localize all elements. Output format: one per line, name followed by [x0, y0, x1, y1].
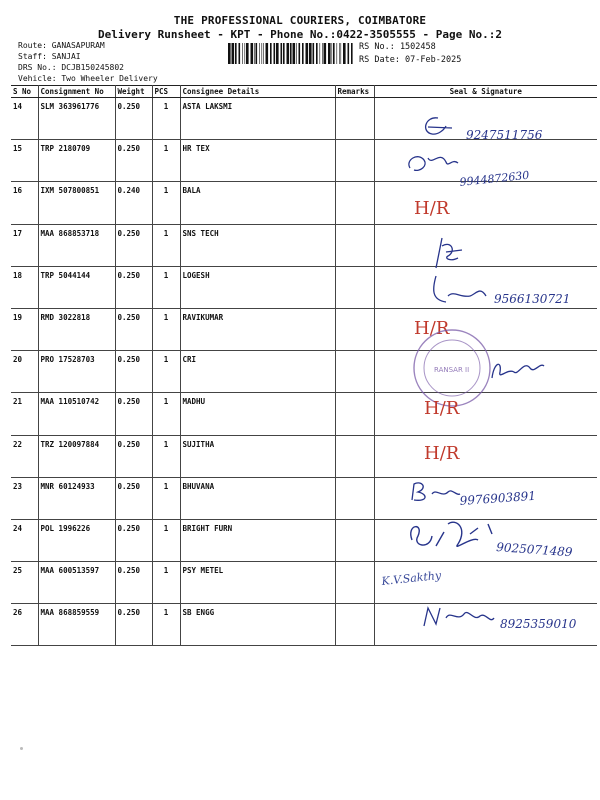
row-sno: 18 — [11, 266, 38, 308]
row-sno: 16 — [11, 182, 38, 224]
row-remarks — [335, 393, 374, 435]
row-consignment: MAA 600513597 — [38, 562, 115, 604]
row-consignment: MAA 868853718 — [38, 224, 115, 266]
row-signature — [374, 393, 597, 435]
phone-row-23: 9976903891 — [459, 488, 537, 508]
row-remarks — [335, 140, 374, 182]
table-row — [11, 308, 597, 350]
row-remarks — [335, 308, 374, 350]
col-remarks-header: Remarks — [335, 86, 374, 98]
table-row — [11, 98, 597, 140]
hr-row-21: H/R — [424, 398, 460, 419]
hr-row-22: H/R — [424, 443, 460, 464]
row-remarks — [335, 477, 374, 519]
row-remarks — [335, 562, 374, 604]
drs-number: DRS No.: DCJB150245802 — [18, 63, 124, 72]
row-pcs: 1 — [152, 562, 180, 604]
row-remarks — [335, 604, 374, 646]
row-weight: 0.250 — [115, 604, 152, 646]
row-weight: 0.250 — [115, 393, 152, 435]
row-weight: 0.250 — [115, 477, 152, 519]
row-consignee: CRI — [180, 351, 335, 393]
row-consignment: MNR 60124933 — [38, 477, 115, 519]
hr-row-19: H/R — [414, 318, 450, 339]
col-signature-header: Seal & Signature — [374, 86, 597, 98]
row-pcs: 1 — [152, 351, 180, 393]
signature-row-25: K.V.Sakthy — [380, 568, 442, 588]
rs-number: RS No.: 1502458 — [359, 42, 436, 52]
table-row — [11, 435, 597, 477]
row-sno: 24 — [11, 519, 38, 561]
row-pcs: 1 — [152, 98, 180, 140]
row-signature — [374, 562, 597, 604]
phone-row-24: 9025071489 — [495, 540, 573, 560]
row-remarks — [335, 98, 374, 140]
company-title: THE PROFESSIONAL COURIERS, COIMBATORE — [173, 14, 427, 27]
runsheet-subtitle: Delivery Runsheet - KPT - Phone No.:0422-3505555 - Page No.:2 — [98, 28, 502, 41]
phone-row-26: 8925359010 — [500, 617, 577, 631]
row-consignee: HR TEX — [180, 140, 335, 182]
row-consignee: PSY METEL — [180, 562, 335, 604]
row-weight: 0.240 — [115, 182, 152, 224]
row-consignment: MAA 110510742 — [38, 393, 115, 435]
row-sno: 23 — [11, 477, 38, 519]
rs-date: RS Date: 07-Feb-2025 — [359, 55, 462, 65]
row-signature — [374, 182, 597, 224]
staff-label: Staff: SANJAI — [18, 52, 81, 61]
row-weight: 0.250 — [115, 562, 152, 604]
row-sno: 22 — [11, 435, 38, 477]
row-sno: 26 — [11, 604, 38, 646]
row-weight: 0.250 — [115, 308, 152, 350]
table-row — [11, 140, 597, 182]
row-consignee: BHUVANA — [180, 477, 335, 519]
table-row — [11, 477, 597, 519]
table-row — [11, 393, 597, 435]
hr-row-16: H/R — [414, 198, 450, 219]
row-signature — [374, 98, 597, 140]
table-row — [11, 182, 597, 224]
row-consignee: BALA — [180, 182, 335, 224]
table-row — [11, 224, 597, 266]
row-consignment: TRP 2180709 — [38, 140, 115, 182]
row-consignment: IXM 507800851 — [38, 182, 115, 224]
row-sno: 15 — [11, 140, 38, 182]
row-weight: 0.250 — [115, 266, 152, 308]
phone-row-14: 9247511756 — [466, 128, 543, 142]
stamp-text: RANSAR II — [434, 366, 470, 374]
row-remarks — [335, 435, 374, 477]
row-signature — [374, 308, 597, 350]
delivery-table — [11, 85, 597, 646]
row-consignment: POL 1996226 — [38, 519, 115, 561]
row-sno: 14 — [11, 98, 38, 140]
row-pcs: 1 — [152, 140, 180, 182]
row-signature — [374, 519, 597, 561]
row-pcs: 1 — [152, 477, 180, 519]
row-consignment: SLM 363961776 — [38, 98, 115, 140]
row-pcs: 1 — [152, 266, 180, 308]
row-sno: 21 — [11, 393, 38, 435]
row-sno: 19 — [11, 308, 38, 350]
row-sno: 17 — [11, 224, 38, 266]
col-weight-header: Weight — [115, 86, 152, 98]
col-consignee-header: Consignee Details — [180, 86, 335, 98]
table-row — [11, 519, 597, 561]
row-remarks — [335, 182, 374, 224]
row-pcs: 1 — [152, 604, 180, 646]
row-sno: 20 — [11, 351, 38, 393]
row-weight: 0.250 — [115, 351, 152, 393]
row-consignment: PRO 17528703 — [38, 351, 115, 393]
row-signature — [374, 224, 597, 266]
row-remarks — [335, 266, 374, 308]
row-signature — [374, 477, 597, 519]
row-pcs: 1 — [152, 435, 180, 477]
vehicle-label: Vehicle: Two Wheeler Delivery — [18, 74, 158, 83]
table-row — [11, 266, 597, 308]
row-signature — [374, 351, 597, 393]
row-weight: 0.250 — [115, 140, 152, 182]
row-consignee: SUJITHA — [180, 435, 335, 477]
phone-row-15: 9944872630 — [458, 168, 530, 189]
row-weight: 0.250 — [115, 519, 152, 561]
row-signature — [374, 266, 597, 308]
row-consignee: ASTA LAKSMI — [180, 98, 335, 140]
phone-row-18: 9566130721 — [494, 292, 571, 306]
scan-speck — [20, 747, 23, 750]
row-pcs: 1 — [152, 308, 180, 350]
row-consignment: TRZ 120097884 — [38, 435, 115, 477]
row-consignee: BRIGHT FURN — [180, 519, 335, 561]
table-row — [11, 604, 597, 646]
table-row — [11, 562, 597, 604]
row-pcs: 1 — [152, 182, 180, 224]
row-remarks — [335, 351, 374, 393]
row-signature — [374, 435, 597, 477]
barcode-image — [228, 43, 354, 64]
row-consignee: RAVIKUMAR — [180, 308, 335, 350]
col-consignment-header: Consignment No — [38, 86, 115, 98]
row-pcs: 1 — [152, 519, 180, 561]
row-remarks — [335, 519, 374, 561]
table-row — [11, 351, 597, 393]
row-consignment: MAA 868859559 — [38, 604, 115, 646]
col-pcs-header: PCS — [152, 86, 180, 98]
row-remarks — [335, 224, 374, 266]
route-label: Route: GANASAPURAM — [18, 41, 105, 50]
col-sno-header: S No — [11, 86, 38, 98]
row-consignee: MADHU — [180, 393, 335, 435]
row-signature — [374, 140, 597, 182]
table-header-row — [11, 86, 597, 98]
row-consignment: RMD 3022818 — [38, 308, 115, 350]
row-weight: 0.250 — [115, 224, 152, 266]
row-weight: 0.250 — [115, 98, 152, 140]
row-consignee: SB ENGG — [180, 604, 335, 646]
row-consignee: SNS TECH — [180, 224, 335, 266]
row-consignee: LOGESH — [180, 266, 335, 308]
row-pcs: 1 — [152, 224, 180, 266]
row-weight: 0.250 — [115, 435, 152, 477]
row-sno: 25 — [11, 562, 38, 604]
row-consignment: TRP 5044144 — [38, 266, 115, 308]
row-pcs: 1 — [152, 393, 180, 435]
row-signature — [374, 604, 597, 646]
